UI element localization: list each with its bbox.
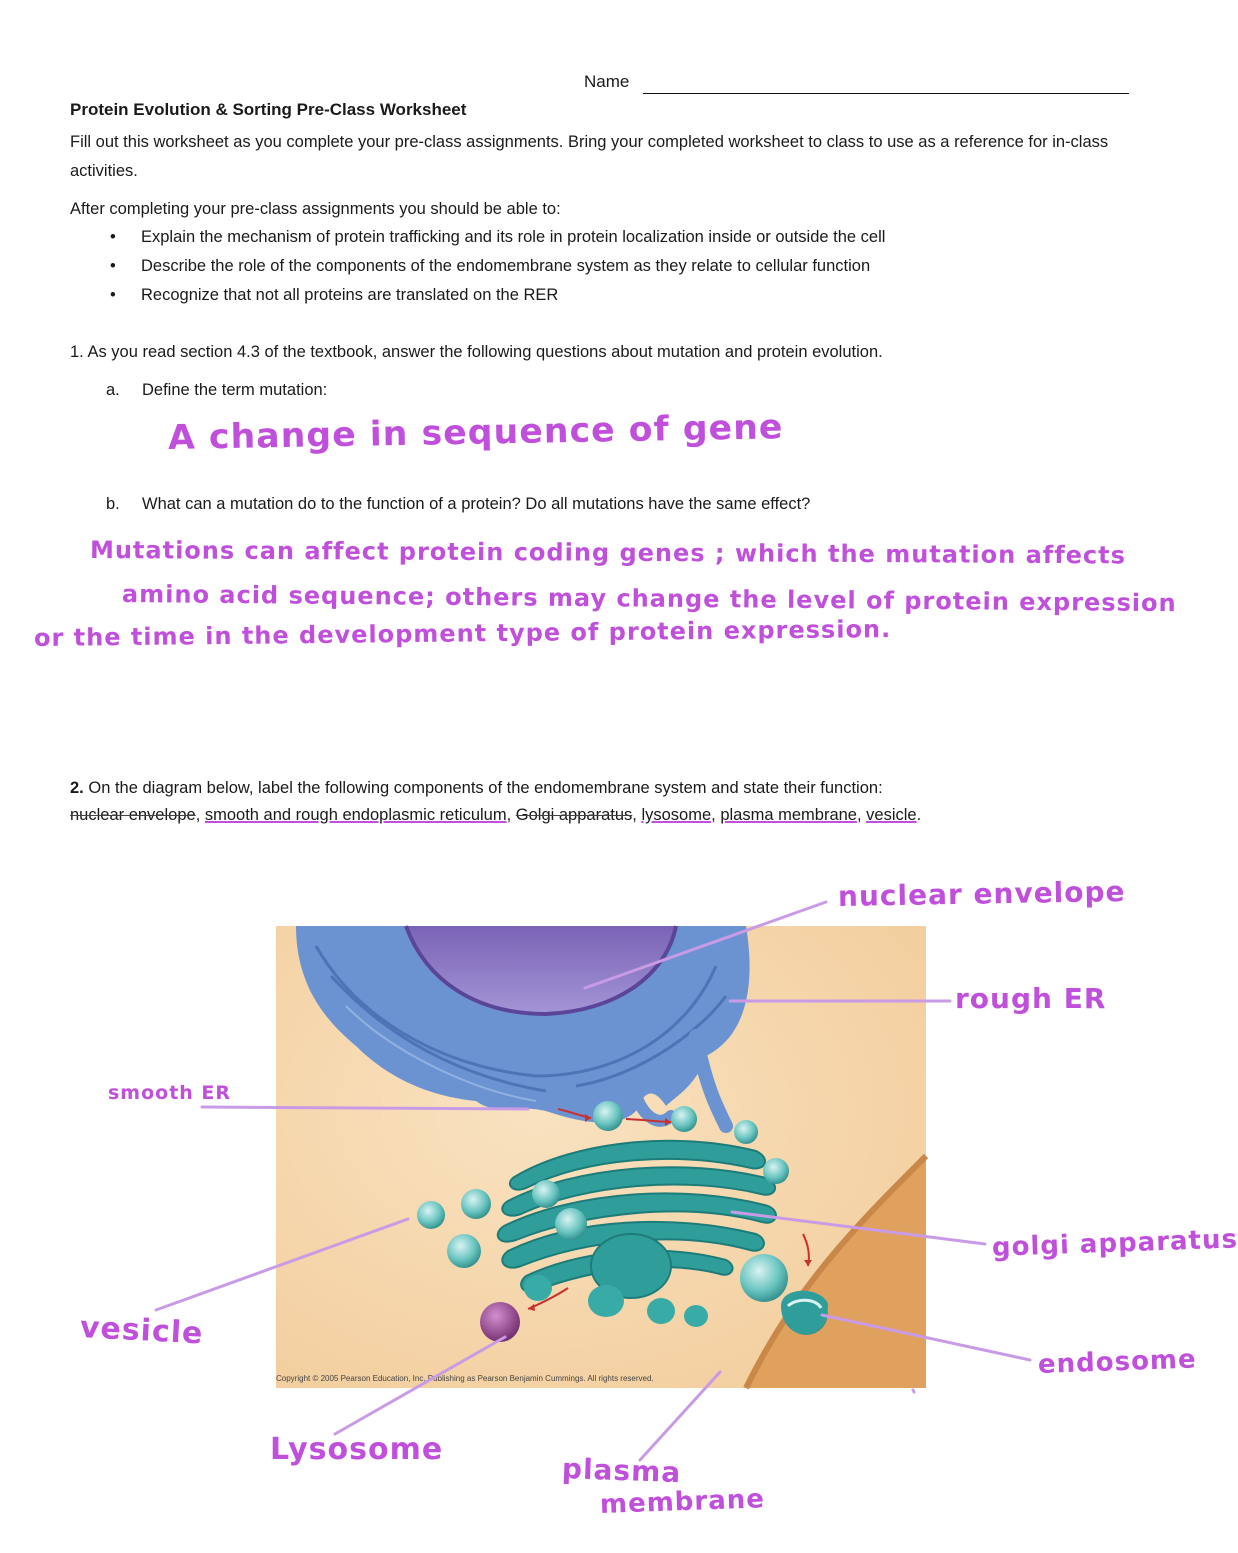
answer-1b-line-1: Mutations can affect protein coding genes ; which the mutation affects — [89, 536, 1127, 570]
objective-item: • Explain the mechanism of protein trafficking and its role in protein localization inside or outside the cell — [70, 228, 885, 257]
diagram-copyright: Copyright © 2005 Pearson Education, Inc. Publishing as Pearson Benjamin Cummings. All rights reserved. — [276, 1374, 654, 1383]
objective-item: • Recognize that not all proteins are translated on the RER — [70, 286, 885, 315]
term-vesicle: vesicle — [866, 806, 917, 824]
term-lysosome: lysosome — [641, 806, 712, 824]
objective-item: • Describe the role of the components of the endomembrane system as they relate to cellular function — [70, 257, 885, 286]
question-1a-label: a. — [106, 381, 120, 399]
label-endosome: endosome — [1037, 1344, 1198, 1380]
intro-text: Fill out this worksheet as you complete your pre-class assignments. Bring your completed worksheet to class to use as a reference for in-class activities. — [70, 133, 1109, 180]
question-1b-label: b. — [106, 495, 120, 513]
worksheet-title: Protein Evolution & Sorting Pre-Class Worksheet — [70, 100, 467, 119]
question-2-text: On the diagram below, label the following components of the endomembrane system and state their function: — [88, 779, 883, 797]
question-1b-text: What can a mutation do to the function of a protein? Do all mutations have the same effect? — [142, 495, 811, 513]
label-lysosome: Lysosome — [270, 1432, 444, 1467]
term-endoplasmic-reticulum: smooth and rough endoplasmic reticulum — [204, 806, 507, 824]
answer-1a-handwritten: A change in sequence of gene — [167, 407, 784, 458]
name-label: Name — [584, 72, 630, 91]
label-vesicle: vesicle — [79, 1310, 205, 1352]
term-plasma-membrane: plasma membrane — [720, 806, 857, 824]
component-term-list: nuclear envelope, smooth and rough endoplasmic reticulum, Golgi apparatus, lysosome, plasma membrane, vesicle. — [70, 806, 922, 824]
question-1-number: 1. — [70, 343, 84, 361]
question-1a-text: Define the term mutation: — [142, 381, 328, 399]
term-golgi: Golgi apparatus — [515, 806, 633, 824]
label-rough-er: rough ER — [955, 982, 1107, 1015]
term-nuclear-envelope: nuclear envelope — [70, 806, 196, 824]
label-smooth-er: smooth ER — [108, 1082, 232, 1104]
label-plasma-membrane-line-1: plasma — [561, 1452, 682, 1490]
label-nuclear-envelope: nuclear envelope — [837, 874, 1126, 913]
objectives-lead: After completing your pre-class assignments you should be able to: — [70, 200, 561, 218]
question-1-text: As you read section 4.3 of the textbook, answer the following questions about mutation and protein evolution. — [87, 343, 883, 361]
answer-1b-line-3: or the time in the development type of protein expression. — [33, 615, 892, 652]
question-2-number: 2. — [70, 779, 84, 797]
answer-1b-line-2: amino acid sequence; others may change the level of protein expression — [121, 580, 1177, 618]
label-golgi: golgi apparatus — [991, 1224, 1238, 1263]
label-plasma-membrane-line-2: membrane — [599, 1484, 766, 1520]
